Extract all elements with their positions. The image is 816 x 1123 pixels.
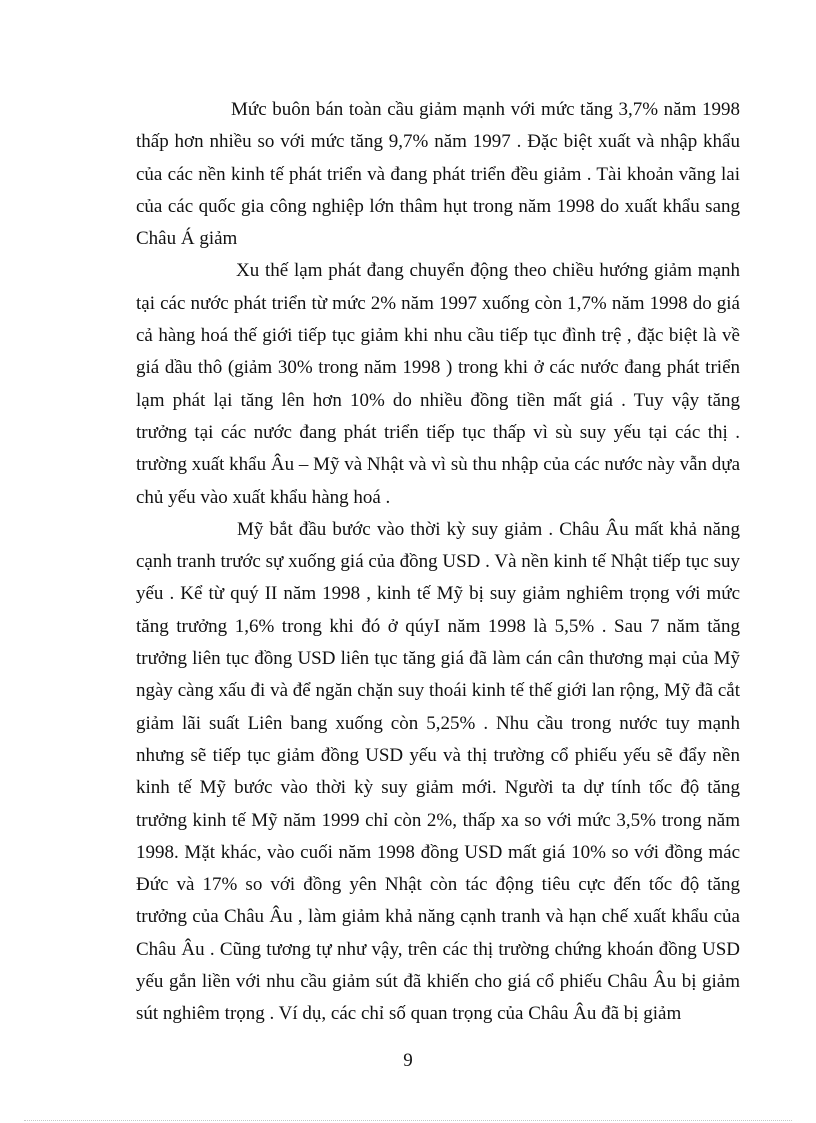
document-body [136, 94, 740, 1031]
page-number: 9 [403, 1050, 413, 1071]
page-bottom-divider [24, 1120, 792, 1121]
paragraph-global-trade: Mức buôn bán toàn cầu giảm mạnh với mức tăng 3,7% năm 1998 thấp hơn nhiều so với mức tăng 9,7% năm 1997 . Đặc biệt xuất và nhập khẩu của các nền kinh tế phát triển và đang phát triển đều giảm . Tài khoản vãng lai của các quốc gia công nghiệp lớn thâm hụt trong năm 1998 do xuất khẩu sang Châu Á giảm [136, 99, 740, 250]
paragraph-inflation-trend: Xu thế lạm phát đang chuyển động theo chiều hướng giảm mạnh tại các nước phát triển từ mức 2% năm 1997 xuống còn 1,7% năm 1998 do giá cả hàng hoá thế giới tiếp tục giảm khi nhu cầu tiếp tục đình trệ , đặc biệt là về giá dầu thô (giảm 30% trong năm 1998 ) trong khi ở các nước đang phát triển lạm phát lại tăng lên hơn 10% do nhiều đồng tiền mất giá . Tuy vậy tăng trưởng tại các nước đang phát triển tiếp tục thấp vì sù suy yếu tại các thị . trường xuất khẩu Âu – Mỹ và Nhật và vì sù thu nhập của các nước này vẫn dựa chủ yếu vào xuất khẩu hàng hoá . [136, 260, 740, 508]
paragraph-us-recession: Mỹ bắt đầu bước vào thời kỳ suy giảm . Châu Âu mất khả năng cạnh tranh trước sự xuống giá của đồng USD . Và nền kinh tế Nhật tiếp tục suy yếu . Kể từ quý II năm 1998 , kinh tế Mỹ bị suy giảm nghiêm trọng với mức tăng trưởng 1,6% trong khi đó ở qúyI năm 1998 là 5,5% . Sau 7 năm tăng trưởng liên tục đồng USD liên tục tăng giá đã làm cán cân thương mại của Mỹ ngày càng xấu đi và để ngăn chặn suy thoái kinh tế thế giới lan rộng, Mỹ đã cắt giảm lãi suất Liên bang xuống còn 5,25% . Nhu cầu trong nước tuy mạnh nhưng sẽ tiếp tục giảm đồng USD yếu và thị trường cổ phiếu yếu sẽ đẩy nền kinh tế Mỹ bước vào thời kỳ suy giảm mới. Người ta dự tính tốc độ tăng trưởng kinh tế Mỹ năm 1999 chỉ còn 2%, thấp xa so với mức 3,5% trong năm 1998. Mặt khác, vào cuối năm 1998 đồng USD mất giá 10% so với đồng mác Đức và 17% so với đồng yên Nhật còn tác động tiêu cực đến tốc độ tăng trưởng của Châu Âu , làm giảm khả năng cạnh tranh và hạn chế xuất khẩu của Châu Âu . Cũng tương tự như vậy, trên các thị trường chứng khoán đồng USD yếu gắn liền với nhu cầu giảm sút đã khiến cho giá cổ phiếu Châu Âu bị giảm sút nghiêm trọng . Ví dụ, các chỉ số quan trọng của Châu Âu đã bị giảm [136, 518, 740, 1025]
